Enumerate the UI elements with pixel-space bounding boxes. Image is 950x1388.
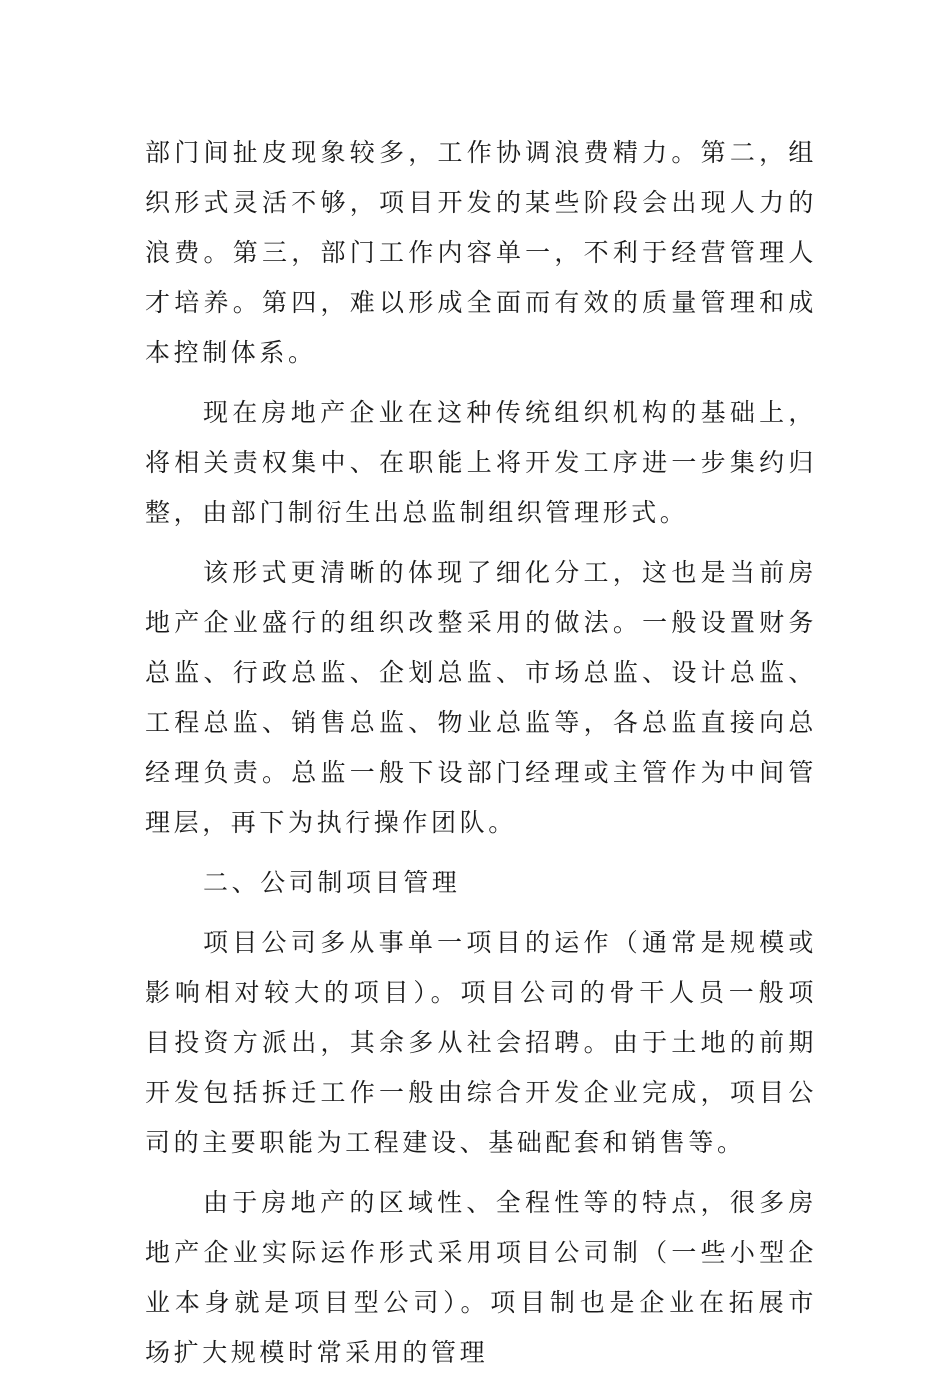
section-heading: 二、公司制项目管理 bbox=[203, 868, 461, 897]
document-body bbox=[145, 128, 817, 1388]
paragraph-continuation: 部门间扯皮现象较多，工作协调浪费精力。第二，组织形式灵活不够，项目开发的某些阶段会出现人力的浪费。第三，部门工作内容单一，不利于经营管理人才培养。第四，难以形成全面而有效的质量管理和成本控制体系。 bbox=[145, 138, 817, 367]
paragraph-director-system: 现在房地产企业在这种传统组织机构的基础上，将相关责权集中、在职能上将开发工序进一步集约归整，由部门制衍生出总监制组织管理形式。 bbox=[145, 398, 817, 527]
paragraph-project-system: 由于房地产的区域性、全程性等的特点，很多房地产企业实际运作形式采用项目公司制（一些小型企业本身就是项目型公司）。项目制也是企业在拓展市场扩大规模时常采用的管理 bbox=[145, 1188, 817, 1367]
paragraph-project-company: 项目公司多从事单一项目的运作（通常是规模或影响相对较大的项目）。项目公司的骨干人员一般项目投资方派出，其余多从社会招聘。由于土地的前期开发包括拆迁工作一般由综合开发企业完成，项目公司的主要职能为工程建设、基础配套和销售等。 bbox=[145, 928, 817, 1157]
paragraph-division-of-labor: 该形式更清晰的体现了细化分工，这也是当前房地产企业盛行的组织改整采用的做法。一般设置财务总监、行政总监、企划总监、市场总监、设计总监、工程总监、销售总监、物业总监等，各总监直接向总经理负责。总监一般下设部门经理或主管作为中间管理层，再下为执行操作团队。 bbox=[145, 558, 817, 837]
